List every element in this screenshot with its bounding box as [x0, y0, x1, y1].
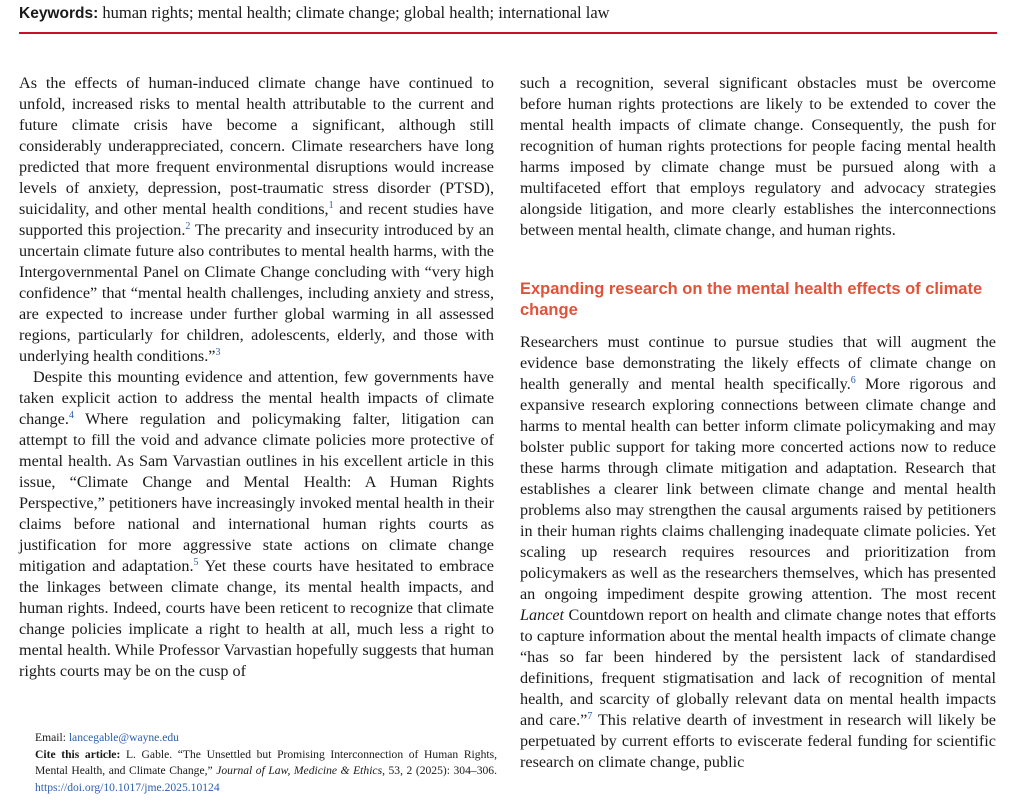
- cite-label: Cite this article:: [35, 747, 121, 761]
- cite-text: L. Gable. “The Unsettled but Promising Interconnection of Human Rights, Mental Health, and Climate Change,”: [35, 747, 497, 777]
- email-link[interactable]: lancegable@wayne.edu: [68, 731, 179, 744]
- keywords-line: [19, 3, 999, 24]
- footnote-ref-7[interactable]: 7: [587, 711, 593, 722]
- footnote-ref-1[interactable]: 1: [328, 200, 334, 211]
- doi-link[interactable]: https://doi.org/10.1017/jme.2025.10124: [35, 780, 220, 794]
- footnote-ref-2[interactable]: 2: [185, 221, 191, 232]
- article-footer: [19, 730, 497, 796]
- footnote-ref-5[interactable]: 5: [193, 557, 199, 568]
- left-column: [19, 73, 494, 682]
- text-run: and recent studies have supported this projection.: [19, 200, 494, 239]
- text-run: This relative dearth of investment in research will likely be perpetuated by current efforts to eviscerate federal funding for scientific research on climate change, public: [520, 711, 996, 771]
- email-label: Email:: [35, 731, 66, 744]
- text-run: Where regulation and policymaking falter, litigation can attempt to fill the void and advance climate policies more protective of mental health. As Sam Varvastian outlines in his excellent article in this issue, “Climate Change and Mental Health: A Human Rights Perspective,” petitioners have increasingly invoked mental health in their claims before national and international human rights courts as justification for more aggressive state actions on climate change mitigation and adaptation.: [19, 410, 494, 575]
- journal-title: Journal of Law, Medicine & Ethics: [216, 764, 383, 777]
- keywords-terms: human rights; mental health; climate change; global health; international law: [102, 3, 610, 22]
- paragraph-governments: [19, 367, 494, 682]
- paragraph-research: [520, 332, 996, 773]
- paragraph-continued: such a recognition, several significant obstacles must be overcome before human rights protections are likely to be extended to cover the mental health impacts of climate change. Consequently, the push for recognition of human rights protections for people facing mental health harms imposed by climate change must be pursued along with a multifaceted effort that employs regulatory and advocacy strategies alongside litigation, and more clearly establishes the interconnections between mental health, climate change, and human rights.: [520, 74, 996, 239]
- footnote-ref-4[interactable]: 4: [68, 410, 74, 421]
- text-run: The precarity and insecurity introduced by an uncertain climate future also contributes to mental health harms, with the Intergovernmental Panel on Climate Change concluding with “very high confidence” that “mental health challenges, including anxiety and stress, are expected to increase under further global warming in all assessed regions, particularly for children, adolescents, elderly, and those with underlying health conditions.”: [19, 221, 494, 365]
- keywords-label: Keywords:: [19, 5, 99, 22]
- citation: [19, 747, 497, 797]
- cite-tail: , 53, 2 (2025): 304–306.: [382, 764, 497, 777]
- spacer: [520, 321, 996, 332]
- text-run: Researchers must continue to pursue studies that will augment the evidence base demonstrating the likely effects of climate change on health generally and mental health specifically.: [520, 333, 996, 393]
- paragraph-intro: [19, 73, 494, 367]
- spacer: [520, 241, 996, 279]
- text-run: As the effects of human-induced climate change have continued to unfold, increased risks to mental health attributable to the current and future climate crisis have become a significant, although still considerably underappreciated, concern. Climate researchers have long predicted that more frequent environmental disruptions would increase levels of anxiety, depression, post-traumatic stress disorder (PTSD), suicidality, and other mental health conditions,: [19, 74, 494, 218]
- text-run: More rigorous and expansive research exploring connections between climate change and harms to mental health can better inform climate policymaking and may bolster public support for taking more concerted actions now to reduce these harms through climate mitigation and adaptation. Research that establishes a clearer link between climate change and mental health problems also may strengthen the causal arguments raised by petitioners in their human rights claims challenging inadequate climate policies. Yet scaling up research requires resources and prioritization from policymakers as well as the researchers themselves, which has presented an ongoing impediment despite growing attention. The most recent: [520, 375, 996, 603]
- journal-name-lancet: Lancet: [520, 606, 565, 624]
- text-run: Countdown report on health and climate change notes that efforts to capture information about the mental health impacts of climate change “has so far been hindered by the persistent lack of standardised definitions, frequent stigmatisation and lack of recognition of mental health, and scarcity of globally relevant data on mental health impacts and care.”: [520, 606, 996, 729]
- section-heading: Expanding research on the mental health effects of climate change: [520, 280, 983, 319]
- header-divider: [19, 32, 997, 34]
- text-run: Yet these courts have hesitated to embrace the linkages between climate change, its mental health impacts, and human rights. Indeed, courts have been reticent to recognize that climate change policies implicate a right to health at all, much less a right to mental health. While Professor Varvastian hopefully suggests that human rights courts may be on the cusp of: [19, 557, 494, 680]
- email-line: [19, 730, 497, 747]
- text-run: Despite this mounting evidence and attention, few governments have taken explicit action to address the mental health impacts of climate change.: [19, 368, 494, 428]
- right-column: [520, 73, 996, 773]
- footnote-ref-3[interactable]: 3: [215, 347, 221, 358]
- footnote-ref-6[interactable]: 6: [850, 375, 856, 386]
